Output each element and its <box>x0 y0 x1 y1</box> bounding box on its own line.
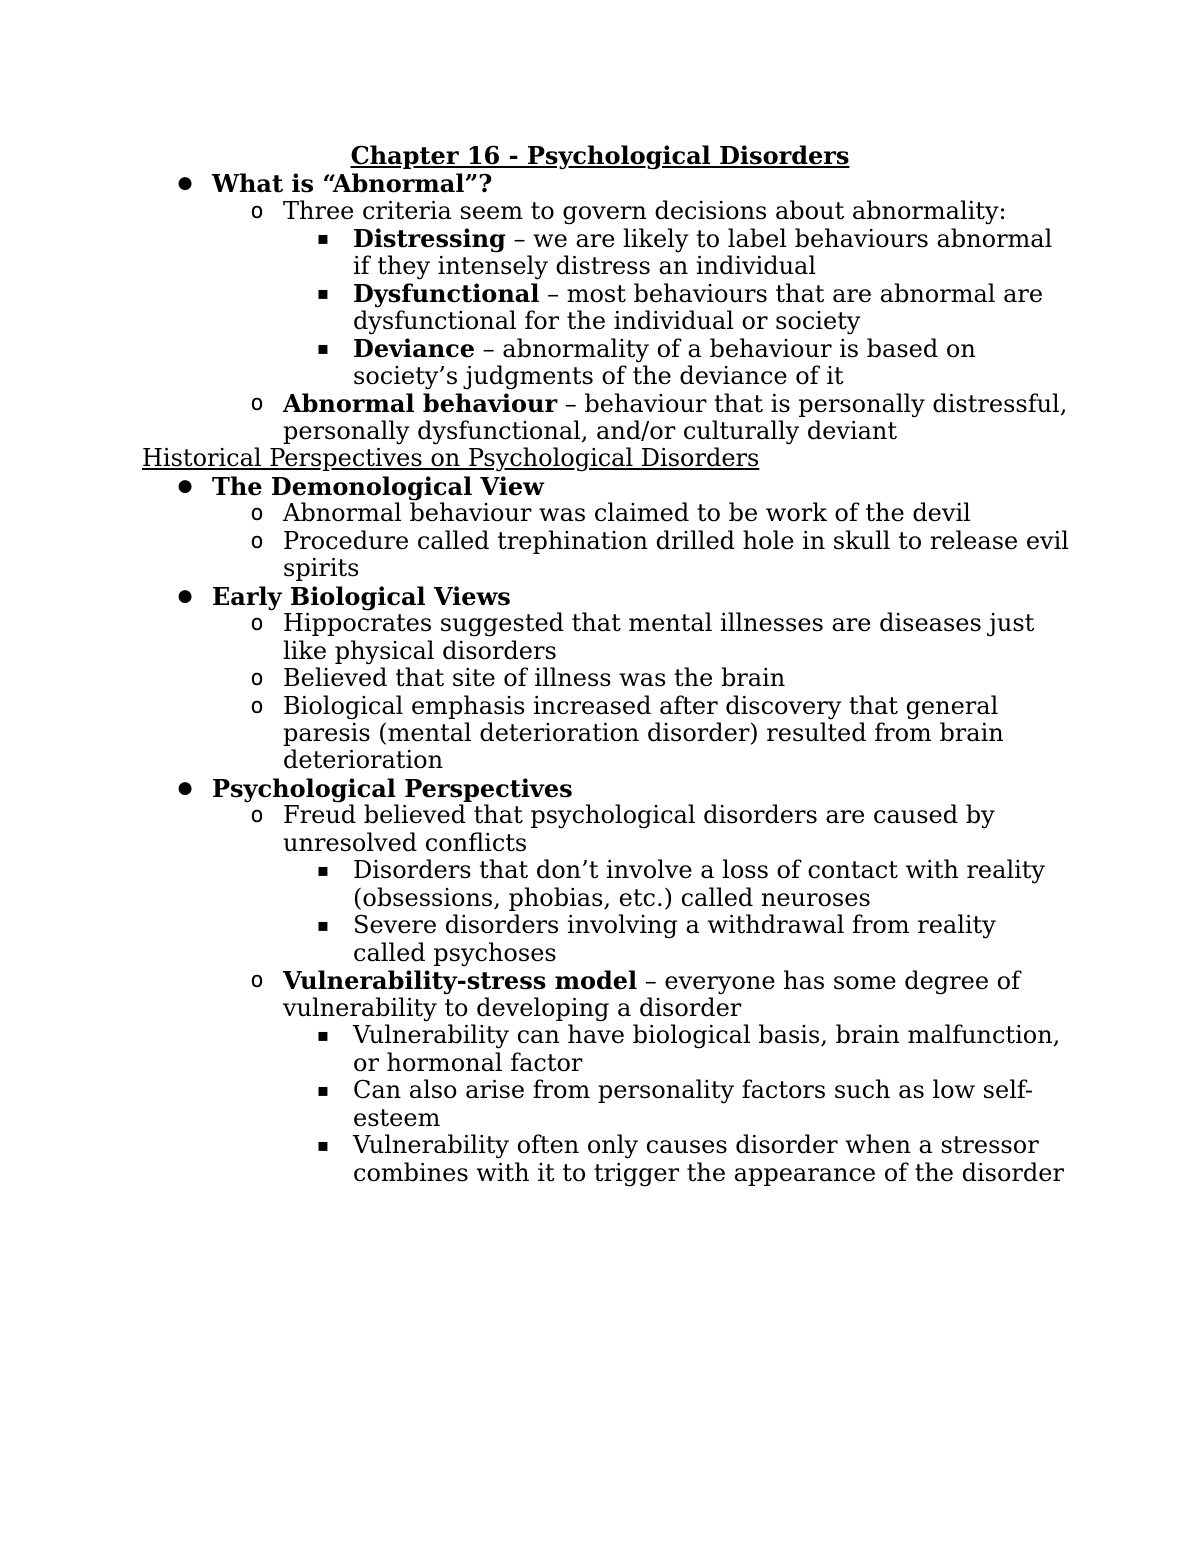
criteria-intro: Three criteria seem to govern decisions about abnormality: <box>283 197 1007 225</box>
list-item: Vulnerability can have biological basis, brain malfunction, <box>353 1021 1061 1049</box>
list-item: Believed that site of illness was the brain <box>283 664 786 692</box>
bullet-marker: ● <box>177 778 193 798</box>
sub-bullet-marker: o <box>250 501 264 526</box>
criterion-distressing <box>353 225 1052 253</box>
definition-text: – everyone has some degree of <box>637 967 1020 995</box>
term-dysfunctional: Dysfunctional <box>353 279 540 308</box>
list-item-continued: deterioration <box>283 746 444 774</box>
criterion-text-continued: dysfunctional for the individual or society <box>353 307 861 335</box>
square-bullet-marker: ▪ <box>316 1135 330 1156</box>
sub-bullet-marker: o <box>250 968 264 993</box>
list-item: Severe disorders involving a withdrawal from reality <box>353 911 996 939</box>
term-abnormal-behaviour: Abnormal behaviour <box>283 389 558 418</box>
sub-bullet-marker: o <box>250 666 264 691</box>
term-deviance: Deviance <box>353 334 476 363</box>
list-item: Vulnerability often only causes disorder when a stressor <box>353 1131 1039 1159</box>
sub-bullet-marker: o <box>250 803 264 828</box>
list-item-continued: or hormonal factor <box>353 1049 583 1077</box>
definition-text-continued: vulnerability to developing a disorder <box>283 994 742 1022</box>
definition-abnormal-behaviour <box>283 390 1067 418</box>
list-item: Procedure called trephination drilled hole in skull to release evil <box>283 527 1069 555</box>
bullet-marker: ● <box>177 586 193 606</box>
definition-vulnerability-stress-model <box>283 967 1020 995</box>
sub-bullet-marker: o <box>250 529 264 554</box>
criterion-deviance <box>353 335 976 363</box>
bullet-marker: ● <box>177 173 193 193</box>
section-heading-historical: Historical Perspectives on Psychological Disorders <box>142 444 760 472</box>
criterion-text: – abnormality of a behaviour is based on <box>475 335 976 363</box>
square-bullet-marker: ▪ <box>316 228 330 249</box>
term-vulnerability-stress-model: Vulnerability-stress model <box>283 966 638 995</box>
square-bullet-marker: ▪ <box>316 1080 330 1101</box>
page-title: Chapter 16 - Psychological Disorders <box>350 141 850 170</box>
criterion-text: – most behaviours that are abnormal are <box>539 280 1044 308</box>
sub-bullet-marker: o <box>250 199 264 224</box>
list-item-continued: called psychoses <box>353 939 557 967</box>
heading-what-is-abnormal: What is “Abnormal”? <box>212 169 493 198</box>
list-item: Can also arise from personality factors such as low self- <box>353 1076 1034 1104</box>
list-item-continued: (obsessions, phobias, etc.) called neuroses <box>353 884 871 912</box>
criterion-text-continued: if they intensely distress an individual <box>353 252 817 280</box>
term-distressing: Distressing <box>353 224 506 253</box>
heading-demonological-view: The Demonological View <box>212 472 544 501</box>
square-bullet-marker: ▪ <box>316 283 330 304</box>
definition-text: – behaviour that is personally distressful, <box>557 390 1068 418</box>
sub-bullet-marker: o <box>250 694 264 719</box>
square-bullet-marker: ▪ <box>316 1025 330 1046</box>
list-item: Biological emphasis increased after discovery that general <box>283 692 999 720</box>
sub-bullet-marker: o <box>250 391 264 416</box>
square-bullet-marker: ▪ <box>316 915 330 936</box>
criterion-text-continued: society’s judgments of the deviance of it <box>353 362 844 390</box>
list-item: Disorders that don’t involve a loss of contact with reality <box>353 856 1045 884</box>
heading-early-biological-views: Early Biological Views <box>212 582 511 611</box>
list-item: Abnormal behaviour was claimed to be work of the devil <box>283 499 971 527</box>
list-item: Hippocrates suggested that mental illnesses are diseases just <box>283 609 1035 637</box>
criterion-dysfunctional <box>353 280 1043 308</box>
definition-text-continued: personally dysfunctional, and/or culturally deviant <box>283 417 898 445</box>
list-item-continued: spirits <box>283 554 360 582</box>
criterion-text: – we are likely to label behaviours abnormal <box>505 225 1053 253</box>
sub-bullet-marker: o <box>250 611 264 636</box>
heading-psychological-perspectives: Psychological Perspectives <box>212 774 573 803</box>
list-item: Freud believed that psychological disorders are caused by <box>283 801 995 829</box>
bullet-marker: ● <box>177 476 193 496</box>
list-item-continued: paresis (mental deterioration disorder) resulted from brain <box>283 719 1004 747</box>
square-bullet-marker: ▪ <box>316 338 330 359</box>
list-item-continued: like physical disorders <box>283 637 557 665</box>
list-item-continued: combines with it to trigger the appearance of the disorder <box>353 1159 1064 1187</box>
list-item-continued: unresolved conflicts <box>283 829 528 857</box>
square-bullet-marker: ▪ <box>316 860 330 881</box>
list-item-continued: esteem <box>353 1104 441 1132</box>
